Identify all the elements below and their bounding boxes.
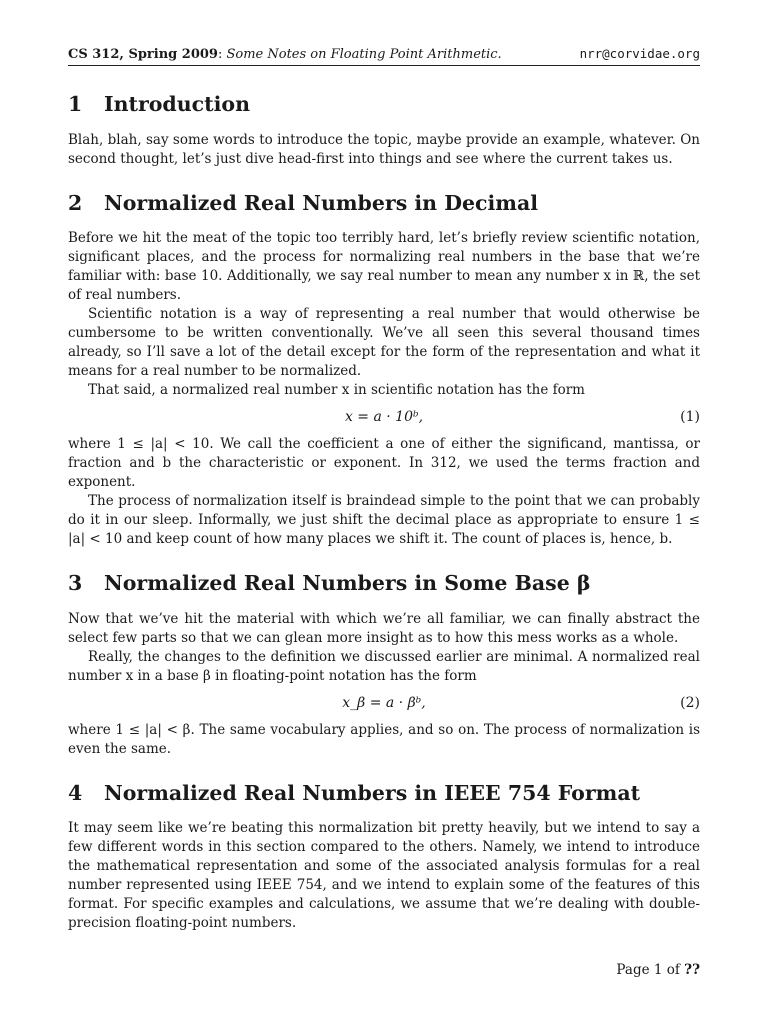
page-total: ?? [684, 962, 700, 978]
equation-body: x = a · 10ᵇ, [344, 409, 424, 426]
section-number: 4 [68, 780, 83, 805]
equation-body: x_β = a · βᵇ, [342, 694, 426, 711]
running-header [68, 46, 700, 66]
section-base-beta [68, 571, 700, 759]
paragraph: That said, a normalized real number x in scientific notation has the form [88, 382, 585, 399]
section-title: Normalized Real Numbers in IEEE 754 Format [104, 780, 641, 805]
section-heading [68, 781, 700, 806]
section-title: Introduction [104, 92, 250, 116]
paragraph: Really, the changes to the definition we discussed earlier are minimal. A normalized real number x in a base β in floating-point notation has the form [68, 648, 700, 684]
paragraph: where 1 ≤ |a| < β. The same vocabulary applies, and so on. The process of normalization is even the same. [68, 721, 700, 757]
section-introduction [68, 92, 700, 169]
equation-2 [68, 693, 700, 713]
section-heading [68, 571, 700, 596]
paragraph: Scientific notation is a way of representing a real number that would otherwise be cumbersome to be written conventionally. We’ve all seen this several thousand times already, so I’ll save a lot of the detail except for the form of the representation and what it means for a real number to be normalized. [68, 306, 700, 380]
equation-1 [68, 407, 700, 427]
section-title: Normalized Real Numbers in Decimal [104, 190, 539, 215]
paragraph: It may seem like we’re beating this normalization bit pretty heavily, but we intend to say a few different words in this section compared to the others. Namely, we intend to introduce the mathematical representation and some of the associated analysis formulas for a real number represented using IEEE 754, and we intend to explain some of the features of this format. For specific examples and calculations, we assume that we’re dealing with double-precision floating-point numbers. [68, 820, 700, 932]
section-decimal [68, 191, 700, 550]
page-number-prefix: Page 1 of [616, 962, 685, 978]
header-title: Some Notes on Floating Point Arithmetic. [226, 47, 502, 62]
page-footer [616, 962, 700, 978]
paragraph: Blah, blah, say some words to introduce the topic, maybe provide an example, whatever. On second thought, let’s just dive head-first into things and see where the current takes us. [68, 131, 700, 167]
header-left [68, 47, 502, 62]
section-number: 1 [68, 92, 83, 116]
paragraph: The process of normalization itself is braindead simple to the point that we can probably do it in our sleep. Informally, we just shift the decimal place as appropriate to ensure 1 ≤ |a| < 10 and keep count of how many places we shift it. The count of places is, hence, b. [68, 493, 700, 548]
equation-number: (1) [680, 409, 700, 426]
header-email: nrr@corvidae.org [579, 46, 700, 61]
section-number: 2 [68, 190, 83, 215]
section-title: Normalized Real Numbers in Some Base β [104, 571, 591, 596]
header-course: CS 312, Spring 2009 [68, 47, 218, 62]
paragraph: where 1 ≤ |a| < 10. We call the coefficient a one of either the significand, mantissa, or fraction and b the characteristic or exponent. In 312, we used the terms fraction and exponent. [68, 436, 700, 491]
section-heading [68, 92, 700, 117]
main-content [68, 92, 700, 955]
section-ieee-754 [68, 781, 700, 934]
section-heading [68, 191, 700, 216]
section-number: 3 [68, 571, 83, 596]
paragraph: Now that we’ve hit the material with which we’re all familiar, we can finally abstract the select few parts so that we can glean more insight as to how this mess works as a whole. [68, 610, 700, 646]
paragraph: Before we hit the meat of the topic too terribly hard, let’s briefly review scientific notation, significant places, and the process for normalizing real numbers in the base that we’re familiar with: base 10. Additionally, we say real number to mean any number x in ℝ, the set of real numbers. [68, 230, 700, 304]
header-separator: : [217, 47, 227, 62]
equation-number: (2) [680, 694, 700, 711]
